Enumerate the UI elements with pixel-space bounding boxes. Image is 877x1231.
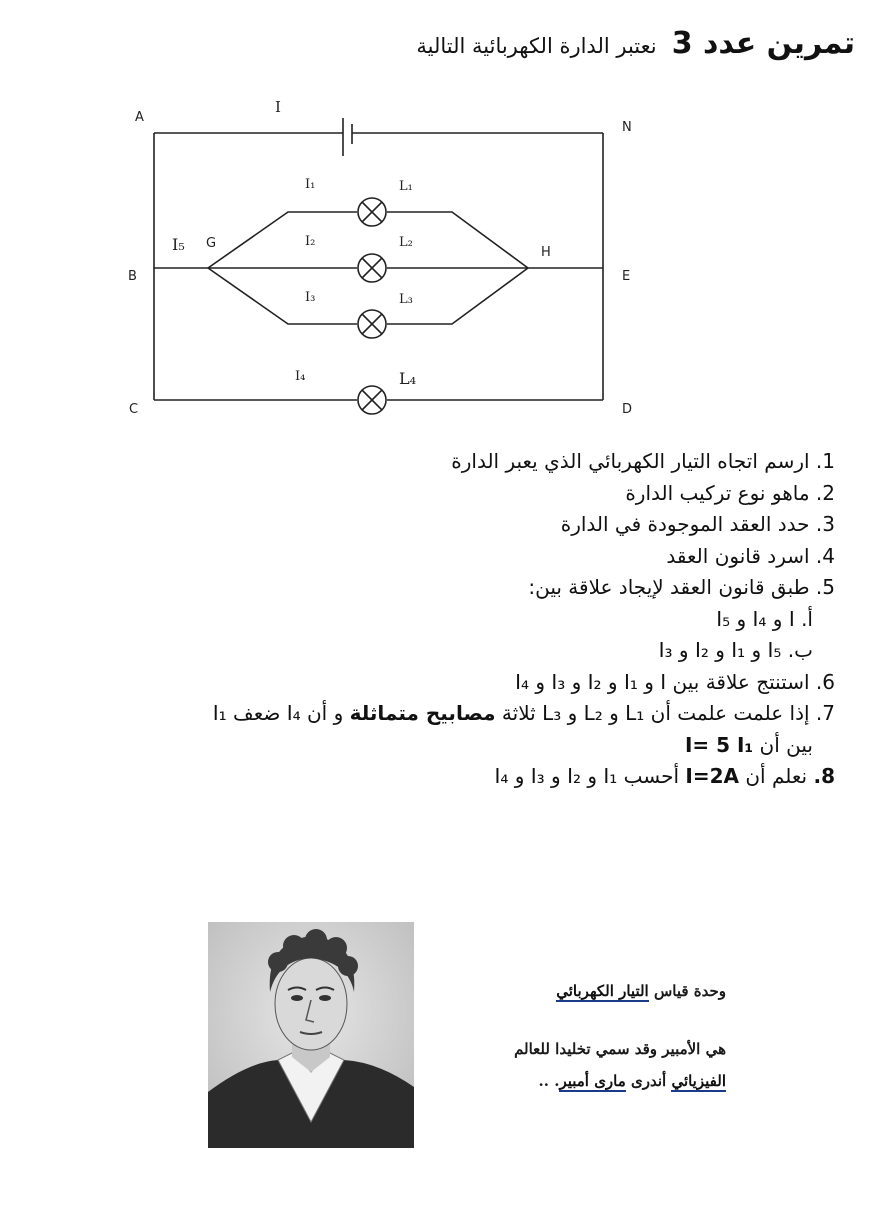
battery-icon [343, 118, 352, 156]
current-i5-label: I₅ [172, 235, 185, 254]
node-c-label: C [129, 402, 139, 417]
ampere-line-1: وحدة قياس التيار الكهربائي [556, 982, 726, 1000]
current-i2-label: I₂ [305, 234, 316, 249]
exercise-title [416, 26, 855, 61]
ampere-portrait [208, 922, 414, 1148]
lamp-l1-label: L₁ [399, 179, 413, 194]
lamp-l3-label: L₃ [399, 292, 413, 307]
question-5b: ب. I₅ و I₁ و I₂ و I₃ [658, 638, 813, 662]
node-a-label: A [135, 110, 144, 125]
question-4: 4. اسرد قانون العقد [666, 543, 835, 568]
node-g-label: G [206, 236, 217, 251]
question-2: 2. ماهو نوع تركيب الدارة [625, 480, 835, 505]
node-n-label: N [622, 120, 632, 135]
question-7-line2: بين أن I= 5 I₁ [684, 732, 813, 757]
question-8: 8. نعلم أن I=2A أحسب I₁ و I₂ و I₃ و I₄ [494, 764, 835, 788]
lamp-l2-icon [358, 254, 386, 282]
node-e-label: E [622, 269, 631, 284]
current-i3-label: I₃ [305, 290, 316, 305]
question-5: 5. طبق قانون العقد لإيجاد علاقة بين: [528, 575, 835, 599]
exercise-intro: نعتبر الدارة الكهربائية التالية [416, 34, 657, 58]
questions-list [15, 446, 835, 793]
exercise-number: تمرين عدد 3 [671, 26, 855, 61]
ampere-line-2: هي الأمبير وقد سمي تخليدا للعالم [514, 1040, 726, 1058]
question-1: 1. ارسم اتجاه التيار الكهربائي الذي يعبر الدارة [451, 449, 835, 473]
question-7: 7. إذا علمت علمت أن L₁ و L₂ و L₃ ثلاثة مصابيح متماثلة و أن I₄ ضعف I₁ [212, 701, 835, 725]
circuit-diagram [115, 90, 655, 430]
lamp-l4-label: L₄ [399, 369, 417, 388]
current-i1-label: I₁ [305, 177, 316, 192]
question-3: 3. حدد العقد الموجودة في الدارة [560, 512, 835, 536]
lamp-l1-icon [358, 198, 386, 226]
current-i4-label: I₄ [295, 369, 306, 384]
lamp-l3-icon [358, 310, 386, 338]
node-d-label: D [622, 402, 633, 417]
lamp-l4-icon [358, 386, 386, 414]
question-6: 6. استنتج علاقة بين I و I₁ و I₂ و I₃ و I₄ [515, 669, 835, 694]
ampere-line-3: الفيزيائي أندرى مارى أمبير. .. [538, 1072, 726, 1090]
node-b-label: B [128, 269, 137, 284]
question-5a: أ. I و I₄ و I₅ [716, 606, 813, 631]
current-i-label: I [275, 98, 281, 116]
node-h-label: H [541, 245, 551, 260]
lamp-l2-label: L₂ [399, 235, 413, 250]
